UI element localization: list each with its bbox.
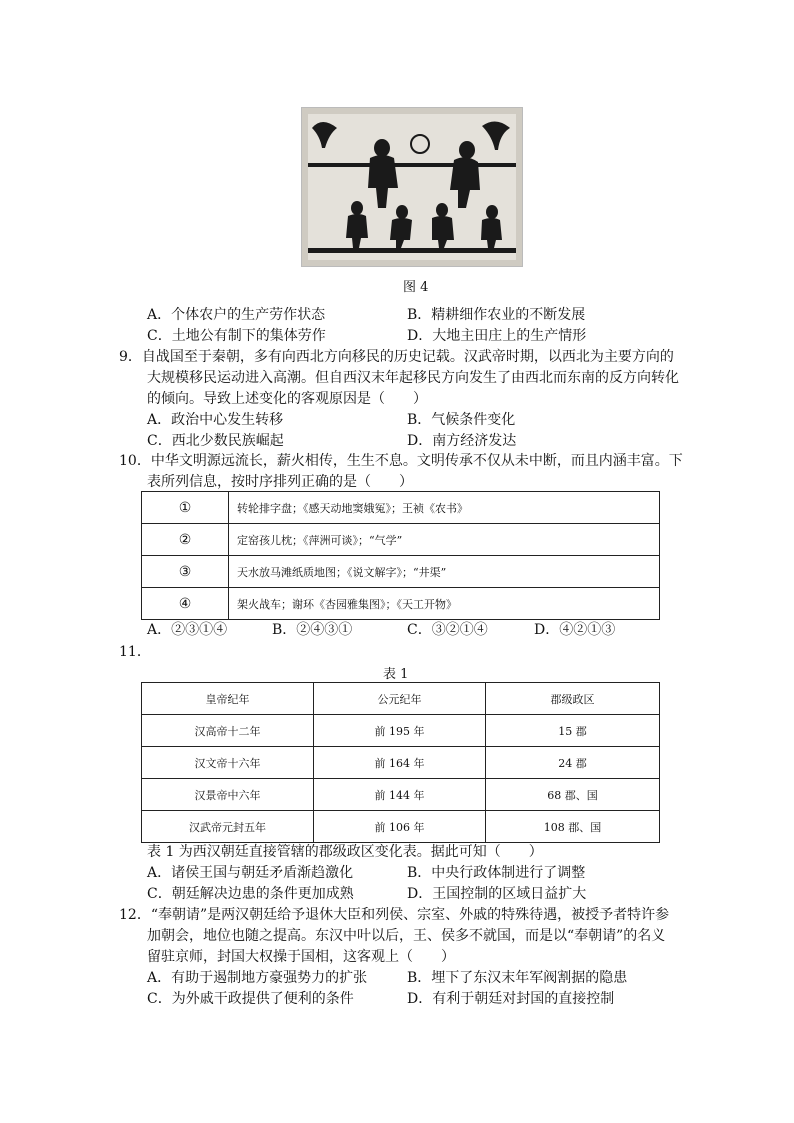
q10-option-c: C．③②①④ xyxy=(407,622,488,638)
q8-option-a: A．个体农户的生产劳作状态 xyxy=(147,307,326,323)
q10-option-d: D．④②①③ xyxy=(534,622,616,638)
q12-option-d: D．有利于朝廷对封国的直接控制 xyxy=(407,991,615,1007)
q11-stem: 表 1 为西汉朝廷直接管辖的郡级政区变化表。据此可知（ ） xyxy=(147,844,543,860)
q11-option-c: C．朝廷解决边患的条件更加成熟 xyxy=(147,886,354,902)
q10-row-text: 转轮排字盘；《感天动地窦娥冤》；王祯《农书》 xyxy=(229,492,660,524)
q11-header-ad-year: 公元纪年 xyxy=(314,683,486,715)
q11-option-d: D．王国控制的区域日益扩大 xyxy=(407,886,587,902)
q9-option-b: B．气候条件变化 xyxy=(407,412,516,428)
q10-row-number: ② xyxy=(142,524,229,556)
q10-row-number: ③ xyxy=(142,556,229,588)
table-cell: 68 郡、国 xyxy=(486,779,660,811)
q10-table xyxy=(141,491,660,620)
table-cell: 前 195 年 xyxy=(314,715,486,747)
q9-option-d: D．南方经济发达 xyxy=(407,433,517,449)
table-row xyxy=(142,556,660,588)
q8-option-c: C．土地公有制下的集体劳作 xyxy=(147,328,326,344)
figure-4-rubbing-image xyxy=(301,107,523,267)
table-row xyxy=(142,588,660,620)
q11-header-emperor-year: 皇帝纪年 xyxy=(142,683,314,715)
q11-number: 11． xyxy=(119,644,151,660)
q10-row-number: ④ xyxy=(142,588,229,620)
q10-row-text: 定窑孩儿枕；《萍洲可谈》；“气学” xyxy=(229,524,660,556)
q11-table xyxy=(141,682,660,843)
table-cell: 前 106 年 xyxy=(314,811,486,843)
q11-option-a: A．诸侯王国与朝廷矛盾渐趋激化 xyxy=(147,865,354,881)
q11-header-commanderies: 郡级政区 xyxy=(486,683,660,715)
table-cell: 108 郡、国 xyxy=(486,811,660,843)
q10-stem-line-1: 10．中华文明源远流长，薪火相传，生生不息。文明传承不仅从未中断，而且内涵丰富。下 xyxy=(119,453,683,469)
q9-stem-line-2: 大规模移民运动进入高潮。但自西汉末年起移民方向发生了由西北而东南的反方向转化 xyxy=(147,370,679,386)
q12-option-b: B．埋下了东汉末年军阀割据的隐患 xyxy=(407,970,628,986)
q8-option-d: D．大地主田庄上的生产情形 xyxy=(407,328,587,344)
q12-stem-line-3: 留驻京师，封国大权操于国相，这客观上（ ） xyxy=(147,949,455,965)
table-cell: 前 164 年 xyxy=(314,747,486,779)
table-cell: 15 郡 xyxy=(486,715,660,747)
table-row xyxy=(142,811,660,843)
q12-stem-line-2: 加朝会，地位也随之提高。东汉中叶以后，王、侯多不就国，而是以“奉朝请”的名义 xyxy=(147,928,666,944)
figure-caption: 图 4 xyxy=(403,280,429,295)
table-cell: 汉武帝元封五年 xyxy=(142,811,314,843)
table-row xyxy=(142,524,660,556)
q10-row-text: 天水放马滩纸质地图；《说文解字》；“井渠” xyxy=(229,556,660,588)
q10-option-b: B．②④③① xyxy=(272,622,353,638)
table-row xyxy=(142,747,660,779)
q9-stem-line-1: 9．自战国至于秦朝，多有向西北方向移民的历史记载。汉武帝时期，以西北为主要方向的 xyxy=(119,349,674,365)
table-row xyxy=(142,492,660,524)
q9-option-c: C．西北少数民族崛起 xyxy=(147,433,284,449)
q11-option-b: B．中央行政体制进行了调整 xyxy=(407,865,586,881)
table-cell: 24 郡 xyxy=(486,747,660,779)
table-cell: 汉景帝中六年 xyxy=(142,779,314,811)
table-cell: 汉文帝十六年 xyxy=(142,747,314,779)
q12-option-a: A．有助于遏制地方豪强势力的扩张 xyxy=(147,970,368,986)
rubbing-illustration xyxy=(302,108,522,266)
q11-table-title: 表 1 xyxy=(383,667,409,682)
q9-option-a: A．政治中心发生转移 xyxy=(147,412,284,428)
table-row xyxy=(142,779,660,811)
q8-option-b: B．精耕细作农业的不断发展 xyxy=(407,307,586,323)
q12-stem-line-1: 12．“奉朝请”是两汉朝廷给予退休大臣和列侯、宗室、外戚的特殊待遇，被授予者特许参 xyxy=(119,907,670,923)
table-row xyxy=(142,683,660,715)
table-cell: 汉高帝十二年 xyxy=(142,715,314,747)
q10-stem-line-2: 表所列信息，按时序排列正确的是（ ） xyxy=(147,474,413,490)
table-cell: 前 144 年 xyxy=(314,779,486,811)
q9-stem-line-3: 的倾向。导致上述变化的客观原因是（ ） xyxy=(147,391,427,407)
table-row xyxy=(142,715,660,747)
q12-option-c: C．为外戚干政提供了便利的条件 xyxy=(147,991,354,1007)
q10-row-text: 架火战车；谢环《杏园雅集图》；《天工开物》 xyxy=(229,588,660,620)
q10-option-a: A．②③①④ xyxy=(147,622,228,638)
q10-row-number: ① xyxy=(142,492,229,524)
